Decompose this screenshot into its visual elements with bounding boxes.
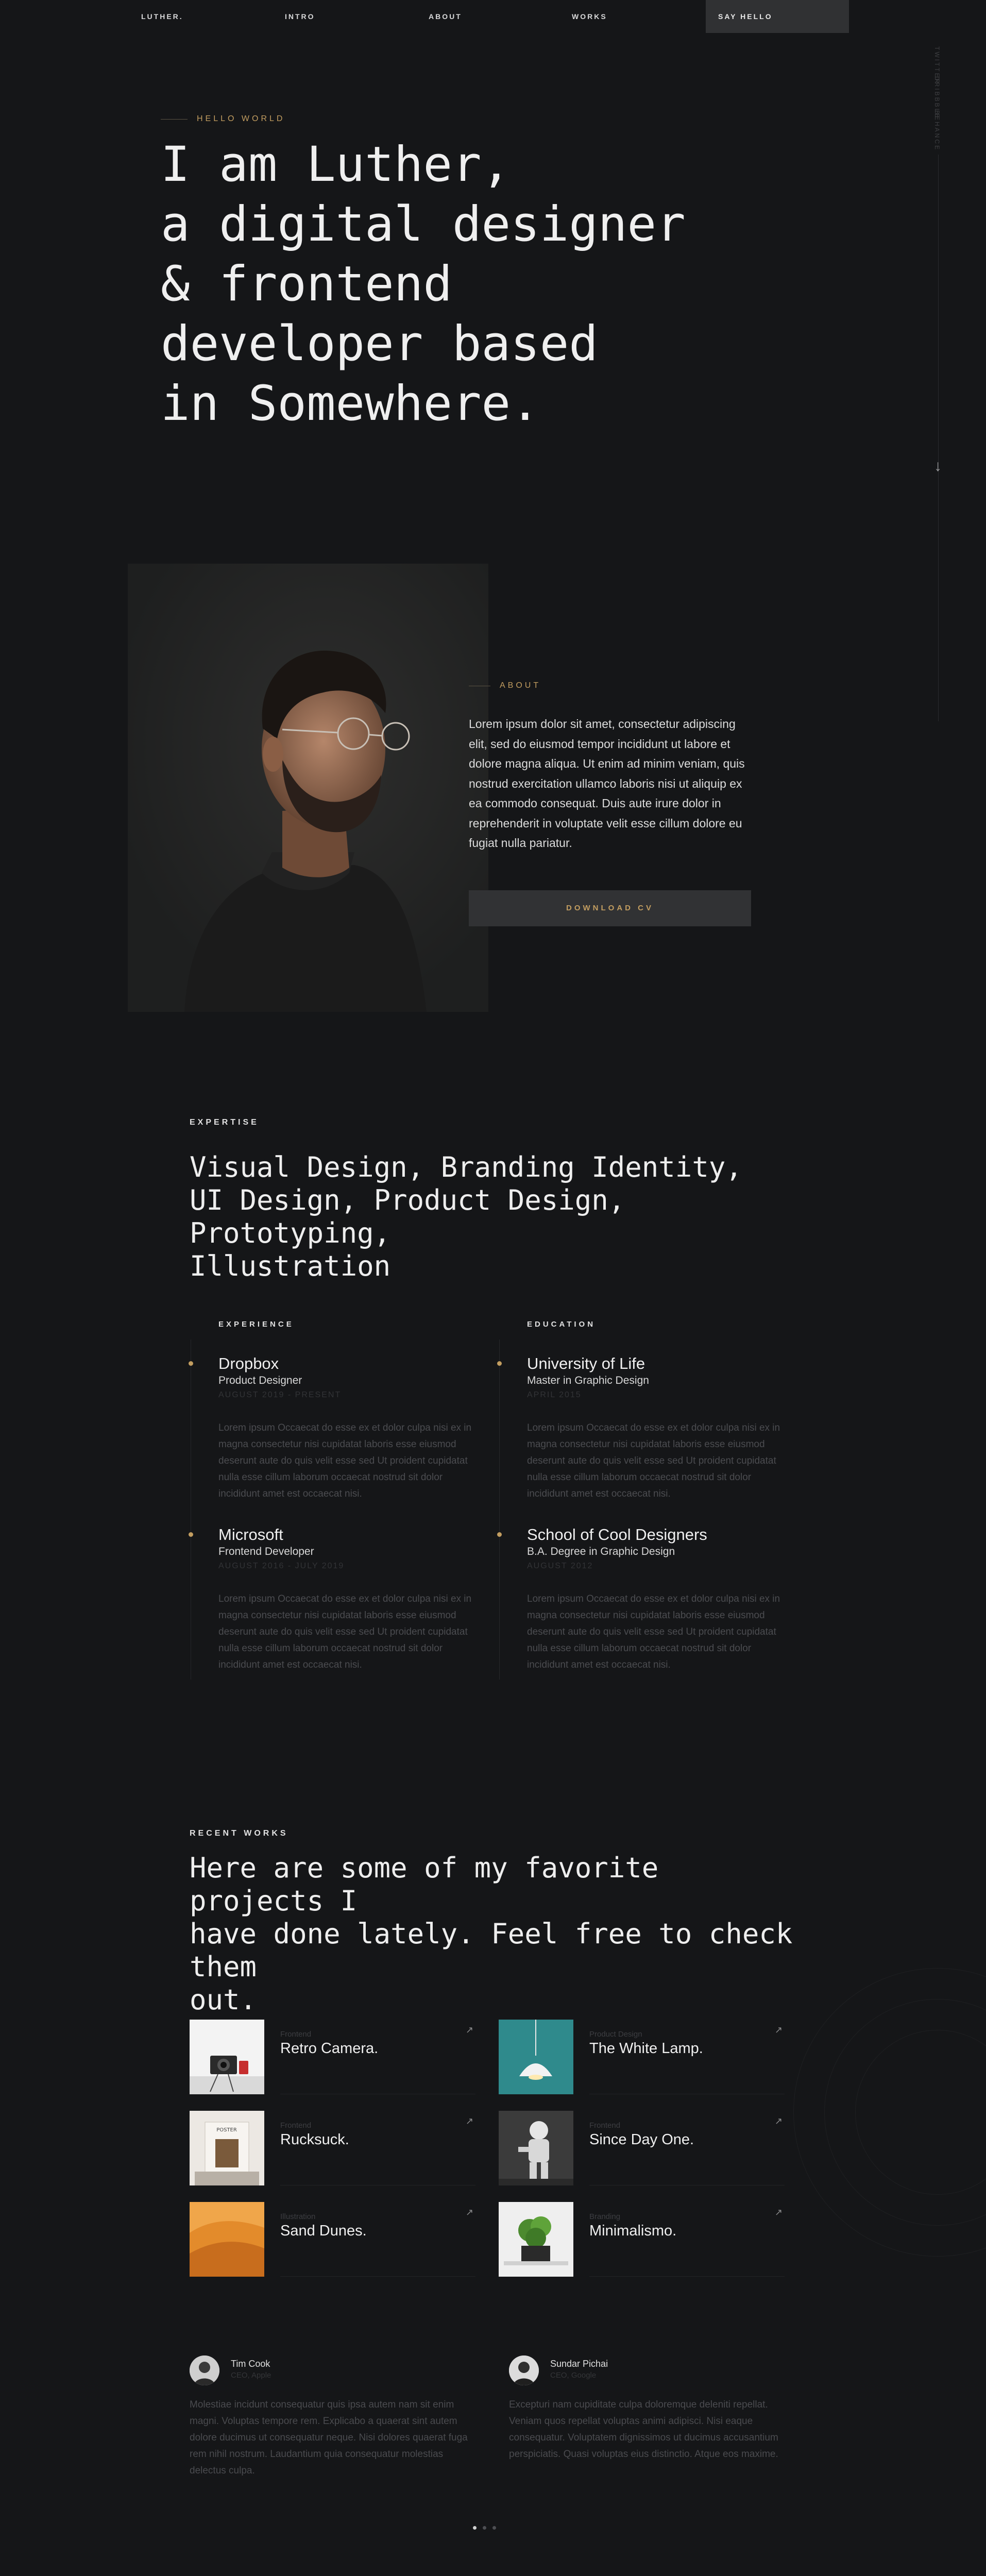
- education-desc: Lorem ipsum Occaecat do esse ex et dolor culpa nisi ex in magna consectetur nisi cupidatat laboris esse eiusmod deserunt aute do quis velit esse sed Ut proident cupidatat nulla esse cillum laborum occaecat nostrud sit dolor incididunt amet est occaecat nisi.: [527, 1594, 780, 1670]
- timeline-dot: [497, 1361, 502, 1366]
- about-label: [469, 681, 541, 690]
- experience-desc: Lorem ipsum Occaecat do esse ex et dolor culpa nisi ex in magna consectetur nisi cupidatat laboris esse eiusmod deserunt aute do quis velit esse sed Ut proident cupidatat nulla esse cillum laborum occaecat nostrud sit dolor incididunt amet est occaecat nisi.: [218, 1422, 472, 1499]
- experience-role: Frontend Developer: [218, 1546, 314, 1557]
- hero-eyebrow: [161, 114, 285, 124]
- education-item: [527, 1525, 795, 1673]
- work-item[interactable]: [499, 2020, 785, 2094]
- social-vertical-links: [933, 46, 944, 151]
- hero-line: & frontend: [161, 256, 452, 312]
- work-item[interactable]: [190, 2111, 475, 2185]
- avatar-image: [190, 2355, 219, 2385]
- work-title[interactable]: Minimalismo.: [589, 2223, 677, 2239]
- work-item[interactable]: [190, 2020, 475, 2094]
- work-title[interactable]: Since Day One.: [589, 2131, 694, 2148]
- social-link-twitter[interactable]: TWITTER: [933, 46, 941, 85]
- carousel-dot[interactable]: [483, 2526, 486, 2530]
- education-desc: Lorem ipsum Occaecat do esse ex et dolor culpa nisi ex in magna consectetur nisi cupidatat laboris esse eiusmod deserunt aute do quis velit esse sed Ut proident cupidatat nulla esse cillum laborum occaecat nostrud sit dolor incididunt amet est occaecat nisi.: [527, 1422, 780, 1499]
- experience-company: Microsoft: [218, 1526, 283, 1544]
- education-degree: Master in Graphic Design: [527, 1375, 649, 1386]
- nav-item-works[interactable]: WORKS: [572, 12, 607, 21]
- works-line: Here are some of my favorite projects I: [190, 1852, 659, 1917]
- external-link-icon[interactable]: ↗: [774, 2025, 783, 2035]
- nav-say-hello-button[interactable]: SAY HELLO: [706, 0, 849, 33]
- education-rule: [499, 1340, 500, 1680]
- external-link-icon[interactable]: ↗: [774, 2207, 783, 2217]
- testimonial-role: CEO, Apple: [231, 2371, 271, 2380]
- expertise-line: Illustration: [190, 1250, 391, 1282]
- testimonial-quote: Molestiae incidunt consequatur quis ipsa autem nam sit enim magni. Voluptas tempore rem. Explicabo a quaerat sint autem dolore ducimus ut consequatur neque. Nisi dolores quaerat fuga rem nihil nostrum. Laudantium quia consequatur molestias delectus culpa.: [190, 2399, 468, 2476]
- work-title[interactable]: Retro Camera.: [280, 2040, 379, 2057]
- side-rule: [938, 155, 939, 721]
- work-thumb-sand-dunes: [190, 2202, 264, 2277]
- hero-eyebrow-text: HELLO WORLD: [197, 114, 285, 123]
- about-text: Lorem ipsum dolor sit amet, consectetur adipiscing elit, sed do eiusmod tempor incididunt ut labore et dolore magna aliqua. Ut enim ad minim veniam, quis nostrud exercitation ullamco laboris nisi ut aliquip ex ea commodo consequat. Duis aute irure dolor in reprehenderit in voluptate velit esse cillum dolore eu fugiat nulla pariatur.: [469, 717, 745, 850]
- work-category: Product Design: [589, 2030, 642, 2039]
- social-link-behance[interactable]: BEHANCE: [933, 110, 941, 151]
- experience-item: [218, 1525, 486, 1673]
- nav-item-intro[interactable]: INTRO: [285, 12, 315, 21]
- education-item: [527, 1354, 795, 1502]
- work-category: Frontend: [280, 2030, 312, 2039]
- work-thumb-rucksuck: [190, 2111, 264, 2185]
- work-thumb-since-day-one: [499, 2111, 573, 2185]
- poster-text: POSTER: [216, 2127, 237, 2133]
- work-item[interactable]: [499, 2111, 785, 2185]
- expertise-line: UI Design, Product Design, Prototyping,: [190, 1184, 625, 1249]
- experience-label: EXPERIENCE: [218, 1320, 294, 1329]
- education-school: University of Life: [527, 1354, 645, 1372]
- works-label: RECENT WORKS: [190, 1829, 288, 1838]
- external-link-icon[interactable]: ↗: [465, 2025, 473, 2035]
- work-title[interactable]: Rucksuck.: [280, 2131, 349, 2148]
- hero-title: [161, 135, 727, 434]
- work-thumb-white-lamp: [499, 2020, 573, 2094]
- hero-line: in Somewhere.: [161, 376, 540, 432]
- experience-date: AUGUST 2019 - PRESENT: [218, 1391, 342, 1399]
- experience-desc: Lorem ipsum Occaecat do esse ex et dolor culpa nisi ex in magna consectetur nisi cupidatat laboris esse eiusmod deserunt aute do quis velit esse sed Ut proident cupidatat nulla esse cillum laborum occaecat nostrud sit dolor incididunt amet est occaecat nisi.: [218, 1594, 472, 1670]
- about-portrait: [128, 564, 488, 1012]
- work-thumb-minimalismo: [499, 2202, 573, 2277]
- eyebrow-rule: [161, 119, 188, 120]
- hero-line: a digital designer: [161, 196, 686, 252]
- carousel-dot[interactable]: [492, 2526, 496, 2530]
- timeline-dot: [189, 1361, 193, 1366]
- work-category: Illustration: [280, 2212, 316, 2221]
- arrow-down-icon[interactable]: ↓: [934, 457, 942, 474]
- nav-logo[interactable]: LUTHER.: [141, 12, 183, 21]
- nav-item-about[interactable]: ABOUT: [429, 12, 462, 21]
- carousel-dot[interactable]: [473, 2526, 477, 2530]
- work-title[interactable]: Sand Dunes.: [280, 2223, 367, 2239]
- carousel-dots: [473, 2526, 496, 2530]
- work-divider: [589, 2276, 785, 2277]
- timeline-dot: [189, 1532, 193, 1537]
- work-category: Branding: [589, 2212, 621, 2221]
- about-label-text: ABOUT: [500, 681, 541, 690]
- experience-date: AUGUST 2016 - JULY 2019: [218, 1562, 345, 1570]
- avatar: [509, 2355, 539, 2385]
- testimonial-name: Tim Cook: [231, 2359, 270, 2369]
- expertise-list: [190, 1151, 808, 1283]
- external-link-icon[interactable]: ↗: [465, 2207, 473, 2217]
- work-item[interactable]: [190, 2202, 475, 2277]
- expertise-label: EXPERTISE: [190, 1118, 259, 1127]
- download-cv-button[interactable]: DOWNLOAD CV: [469, 890, 751, 926]
- hero-line: developer based: [161, 316, 598, 372]
- social-link-dribbble[interactable]: DRIBBBLE: [933, 76, 941, 120]
- work-category: Frontend: [280, 2121, 312, 2130]
- education-date: AUGUST 2012: [527, 1562, 593, 1570]
- top-nav: [0, 0, 986, 33]
- works-line: have done lately. Feel free to check them: [190, 1918, 793, 1983]
- external-link-icon[interactable]: ↗: [774, 2116, 783, 2126]
- education-date: APRIL 2015: [527, 1391, 582, 1399]
- external-link-icon[interactable]: ↗: [465, 2116, 473, 2126]
- education-label: EDUCATION: [527, 1320, 596, 1329]
- hero-line: I am Luther,: [161, 137, 511, 193]
- testimonial-name: Sundar Pichai: [550, 2359, 608, 2369]
- work-item[interactable]: [499, 2202, 785, 2277]
- testimonial-quote: Excepturi nam cupiditate culpa doloremque deleniti repellat. Veniam quos repellat voluptas animi adipisci. Nisi eaque consequatur. Voluptatem dignissimos ut ducimus accusantium perspiciatis. Quasi voluptas eius distinctio. Atque eos maxime.: [509, 2399, 778, 2460]
- white-lamp-image: [499, 2020, 573, 2094]
- portrait-illustration: [128, 564, 488, 1012]
- experience-company: Dropbox: [218, 1354, 279, 1372]
- sand-dunes-image: [190, 2202, 264, 2277]
- works-line: out.: [190, 1984, 257, 2016]
- minimalismo-image: [499, 2202, 573, 2277]
- work-category: Frontend: [589, 2121, 621, 2130]
- testimonial-role: CEO, Google: [550, 2371, 597, 2380]
- work-title[interactable]: The White Lamp.: [589, 2040, 703, 2057]
- work-thumb-retro-camera: [190, 2020, 264, 2094]
- avatar: [190, 2355, 219, 2385]
- experience-item: [218, 1354, 486, 1502]
- rucksuck-image: [190, 2111, 264, 2185]
- timeline-dot: [497, 1532, 502, 1537]
- expertise-line: Visual Design, Branding Identity,: [190, 1151, 742, 1183]
- works-intro: [190, 1852, 808, 2016]
- work-divider: [280, 2276, 475, 2277]
- retro-camera-image: [190, 2020, 264, 2094]
- since-day-one-image: [499, 2111, 573, 2185]
- education-degree: B.A. Degree in Graphic Design: [527, 1546, 675, 1557]
- avatar-image: [509, 2355, 539, 2385]
- education-school: School of Cool Designers: [527, 1526, 707, 1544]
- experience-role: Product Designer: [218, 1375, 302, 1386]
